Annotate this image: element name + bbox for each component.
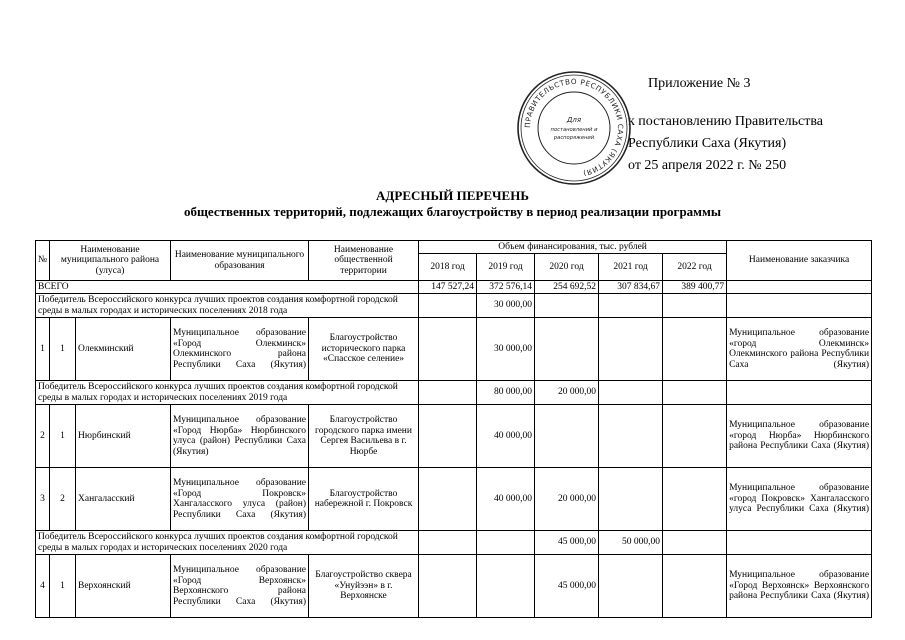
table-row <box>36 318 872 381</box>
seal-center-line1: Для <box>566 116 582 124</box>
section-customer <box>727 531 872 555</box>
appendix-republic-line: Республики Саха (Якутия) <box>628 136 787 151</box>
header-municipality: Наименование муниципального образования <box>171 241 309 281</box>
official-seal <box>516 70 632 186</box>
section-value-2022 <box>663 294 727 318</box>
row-municipality: Муниципальное образование «Город Олекминск» Олекминского района Республики Саха (Якутия) <box>171 318 309 381</box>
row-municipality: Муниципальное образование «Город Покровск» Хангаласского улуса (район) Республики Саха (Якутия) <box>171 468 309 531</box>
section-value-2022 <box>663 381 727 405</box>
table-header-row <box>36 241 872 254</box>
row-value-2021 <box>599 405 663 468</box>
total-label: ВСЕГО <box>36 281 419 294</box>
document-title <box>0 188 905 220</box>
section-value-2020: 20 000,00 <box>535 381 599 405</box>
table-row <box>36 555 872 618</box>
row-number: 3 <box>36 468 50 531</box>
total-2021: 307 834,67 <box>599 281 663 294</box>
section-value-2021 <box>599 381 663 405</box>
row-district: Нюрбинский <box>76 405 171 468</box>
appendix-number: Приложение № 3 <box>648 76 751 91</box>
row-territory: Благоустройство городского парка имени Сергея Васильева в г. Нюрбе <box>309 405 419 468</box>
section-value-2021 <box>599 294 663 318</box>
row-territory: Благоустройство исторического парка «Спасское селение» <box>309 318 419 381</box>
title-sub: общественных территорий, подлежащих благоустройству в период реализации программы <box>183 204 722 219</box>
row-value-2021 <box>599 468 663 531</box>
section-title: Победитель Всероссийского конкурса лучших проектов создания комфортной городской среды в малых городах и исторических поселениях 2019 года <box>36 381 419 405</box>
table-row <box>36 405 872 468</box>
row-sub-number: 1 <box>50 405 76 468</box>
row-value-2020: 20 000,00 <box>535 468 599 531</box>
row-value-2018 <box>419 318 477 381</box>
section-value-2018 <box>419 381 477 405</box>
section-value-2022 <box>663 531 727 555</box>
total-2020: 254 692,52 <box>535 281 599 294</box>
title-main: АДРЕСНЫЙ ПЕРЕЧЕНЬ <box>376 188 529 203</box>
table-row <box>36 468 872 531</box>
row-value-2022 <box>663 468 727 531</box>
row-number: 1 <box>36 318 50 381</box>
row-territory: Благоустройство сквера «Унуйээн» в г. Верхоянске <box>309 555 419 618</box>
header-year-2019: 2019 год <box>477 254 535 281</box>
header-district: Наименование муниципального района (улуса) <box>50 241 171 281</box>
row-value-2018 <box>419 468 477 531</box>
section-row <box>36 381 872 405</box>
row-number: 2 <box>36 405 50 468</box>
row-territory: Благоустройство набережной г. Покровск <box>309 468 419 531</box>
row-number: 4 <box>36 555 50 618</box>
total-customer <box>727 281 872 294</box>
row-sub-number: 1 <box>50 318 76 381</box>
row-value-2022 <box>663 318 727 381</box>
total-row <box>36 281 872 294</box>
header-num: № <box>36 241 50 281</box>
seal-center-line2: постановлений и <box>550 127 598 133</box>
section-customer <box>727 381 872 405</box>
row-value-2020: 45 000,00 <box>535 555 599 618</box>
row-value-2021 <box>599 555 663 618</box>
row-value-2019: 40 000,00 <box>477 405 535 468</box>
section-value-2019: 30 000,00 <box>477 294 535 318</box>
section-value-2021: 50 000,00 <box>599 531 663 555</box>
row-customer: Муниципальное образование «город Олекминск» Олекминского района Республики Саха (Якутия) <box>727 318 872 381</box>
seal-center-line3: распоряжений <box>553 135 595 141</box>
row-customer: Муниципальное образование «Город Верхоянск» Верхоянского района Республики Саха (Якутия) <box>727 555 872 618</box>
section-row <box>36 531 872 555</box>
section-value-2019: 80 000,00 <box>477 381 535 405</box>
section-title: Победитель Всероссийского конкурса лучших проектов создания комфортной городской среды в малых городах и исторических поселениях 2020 года <box>36 531 419 555</box>
row-value-2021 <box>599 318 663 381</box>
header-territory: Наименование общественной территории <box>309 241 419 281</box>
total-2019: 372 576,14 <box>477 281 535 294</box>
row-value-2020 <box>535 318 599 381</box>
row-district: Верхоянский <box>76 555 171 618</box>
section-value-2018 <box>419 294 477 318</box>
row-municipality: Муниципальное образование «Город Нюрба» Нюрбинского улуса (район) Республики Саха (Якутия) <box>171 405 309 468</box>
row-value-2022 <box>663 555 727 618</box>
section-title: Победитель Всероссийского конкурса лучших проектов создания комфортной городской среды в малых городах и исторических поселениях 2018 года <box>36 294 419 318</box>
row-value-2019: 40 000,00 <box>477 468 535 531</box>
appendix-block <box>628 73 823 177</box>
seal-ring-text: ПРАВИТЕЛЬСТВО РЕСПУБЛИКИ САХА (ЯКУТИЯ) <box>522 76 626 179</box>
header-year-2022: 2022 год <box>663 254 727 281</box>
row-value-2020 <box>535 405 599 468</box>
header-customer: Наименование заказчика <box>727 241 872 281</box>
row-sub-number: 1 <box>50 555 76 618</box>
row-value-2019: 30 000,00 <box>477 318 535 381</box>
header-year-2021: 2021 год <box>599 254 663 281</box>
row-customer: Муниципальное образование «город Покровск» Хангаласского улуса Республики Саха (Якутия) <box>727 468 872 531</box>
appendix-decree-line: к постановлению Правительства <box>628 114 824 129</box>
row-value-2018 <box>419 555 477 618</box>
header-year-2018: 2018 год <box>419 254 477 281</box>
row-sub-number: 2 <box>50 468 76 531</box>
row-municipality: Муниципальное образование «Город Верхоянск» Верхоянского района Республики Саха (Якутия) <box>171 555 309 618</box>
section-row <box>36 294 872 318</box>
total-2018: 147 527,24 <box>419 281 477 294</box>
section-customer <box>727 294 872 318</box>
row-district: Хангаласский <box>76 468 171 531</box>
row-district: Олекминский <box>76 318 171 381</box>
row-value-2018 <box>419 405 477 468</box>
section-value-2018 <box>419 531 477 555</box>
row-customer: Муниципальное образование «город Нюрба» Нюрбинского района Республики Саха (Якутия) <box>727 405 872 468</box>
row-value-2019 <box>477 555 535 618</box>
address-list-table <box>35 240 872 618</box>
section-value-2020 <box>535 294 599 318</box>
section-value-2019 <box>477 531 535 555</box>
appendix-date-line: от 25 апреля 2022 г. № 250 <box>628 158 787 173</box>
total-2022: 389 400,77 <box>663 281 727 294</box>
header-year-2020: 2020 год <box>535 254 599 281</box>
section-value-2020: 45 000,00 <box>535 531 599 555</box>
row-value-2022 <box>663 405 727 468</box>
header-financing: Объем финансирования, тыс. рублей <box>419 241 727 254</box>
